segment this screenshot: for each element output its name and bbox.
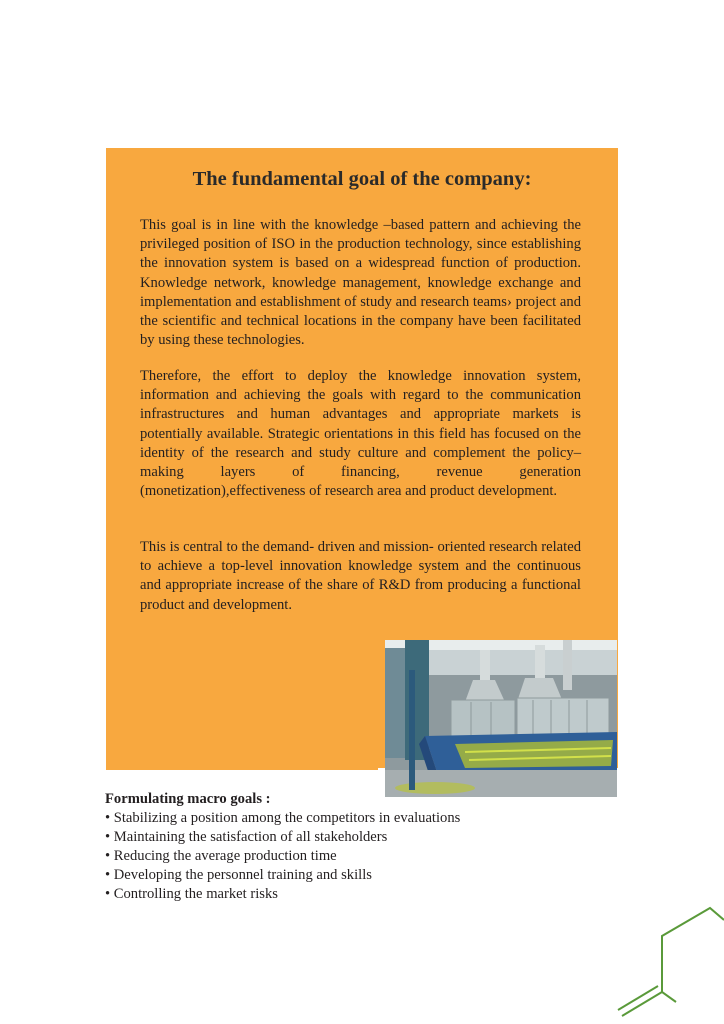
hexagon-decoration-icon — [600, 880, 724, 1024]
factory-photo — [385, 640, 617, 797]
paragraph-3: This is central to the demand- driven and mission- oriented research related to achieve a top-level innovation knowledge system and the continuous and appropriate increase of the share of R&D from producing a functional product and development. — [140, 539, 581, 613]
page-title: The fundamental goal of the company: — [192, 168, 532, 190]
list-item: • Maintaining the satisfaction of all stakeholders — [105, 828, 625, 847]
goal-panel-extension — [106, 630, 378, 770]
factory-photo-illustration — [385, 640, 617, 797]
list-item: • Reducing the average production time — [105, 847, 625, 866]
macro-goals-list — [105, 809, 625, 904]
list-item: • Stabilizing a position among the competitors in evaluations — [105, 809, 625, 828]
paragraph-1: This goal is in line with the knowledge –based pattern and achieving the privileged position of ISO in the production technology, since establishing the innovation system is based on a widespread function of production. Knowledge network, knowledge management, knowledge exchange and implementation and establishment of study and research teams› project and the scientific and technical locations in the company have been facilitated by using these technologies. — [140, 217, 581, 349]
list-item: • Developing the personnel training and skills — [105, 866, 625, 885]
macro-goals-heading: Formulating macro goals : — [105, 791, 271, 807]
macro-goals-section — [105, 790, 625, 904]
list-item: • Controlling the market risks — [105, 885, 625, 904]
paragraph-2: Therefore, the effort to deploy the knowledge innovation system, information and achieving the goals with regard to the communication infrastructures and human advantages and appropriate markets is potentially available. Strategic orientations in this field has focused on the identity of the research and study culture and complement the policy–making layers of financing, revenue generation (monetization),effectiveness of research area and product development. — [140, 368, 581, 500]
